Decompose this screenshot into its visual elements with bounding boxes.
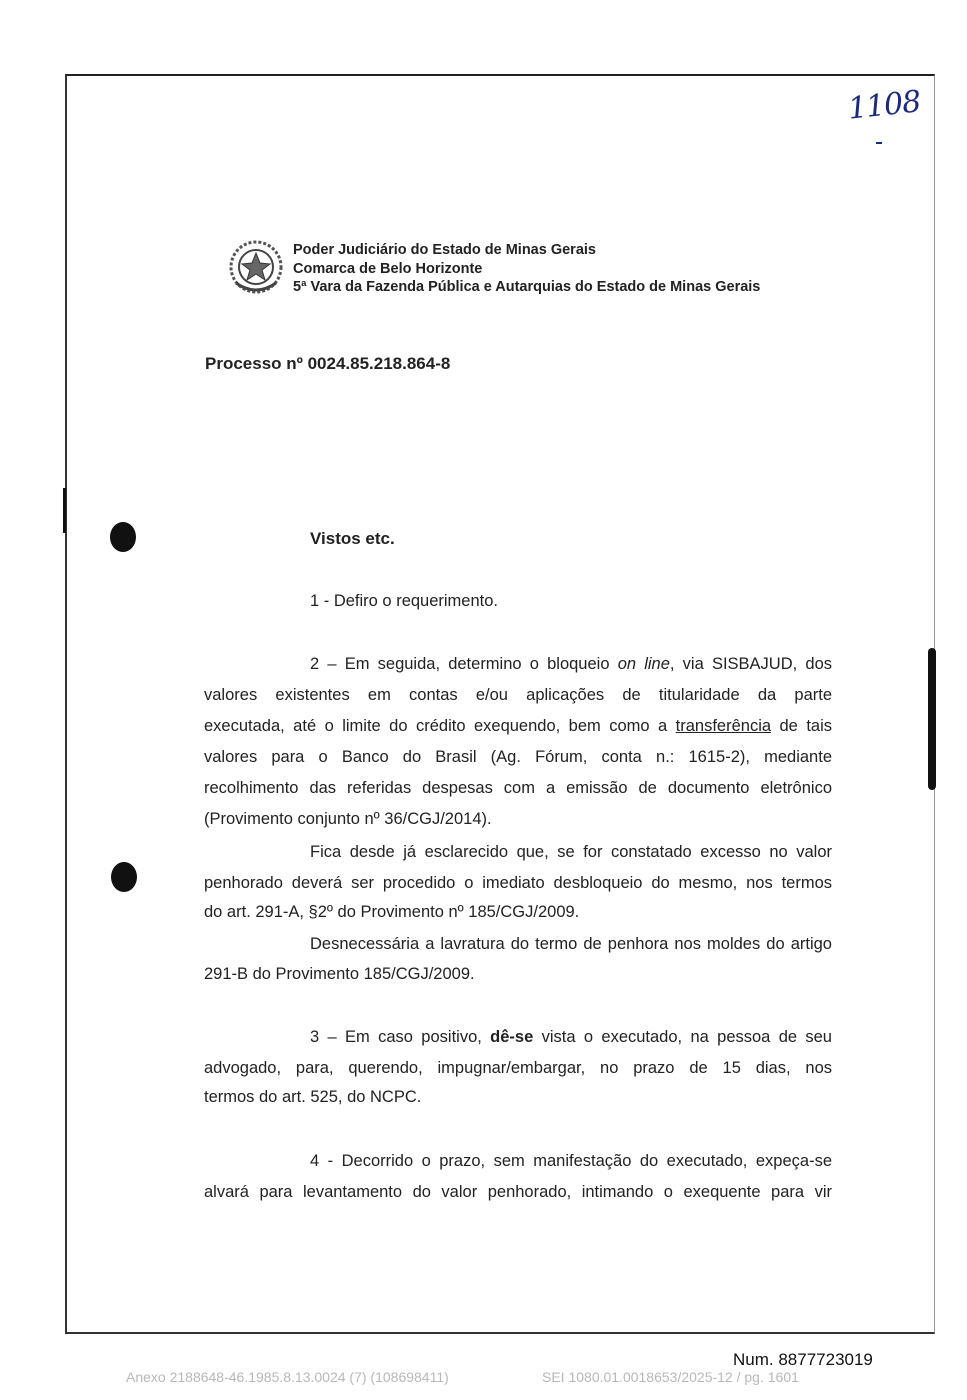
text-span: de tais [771,717,832,735]
italic-term: on line [617,655,670,673]
fica-line: penhorado deverá ser procedido o imediato desbloqueio do mesmo, nos termos [204,874,832,892]
underlined-term: transferência [675,717,772,735]
text-span: vista o executado, na pessoa de seu [533,1028,832,1046]
item-2-line: valores existentes em contas e/ou aplicações de titularidade da parte [204,686,832,704]
document-number-stamp: Num. 8877723019 [733,1350,873,1369]
coat-of-arms-seal-icon [228,237,284,297]
item-3-line: termos do art. 525, do NCPC. [204,1088,422,1106]
item-4-line: alvará para levantamento do valor penhorado, intimando o exequente para vir [204,1183,832,1201]
desnecessaria-line: Desnecessária a lavratura do termo de penhora nos moldes do artigo [310,935,832,953]
vistos-heading: Vistos etc. [310,529,395,548]
text-span: 3 – Em caso positivo, [310,1028,491,1046]
text-span: , via SISBAJUD, dos [669,655,832,673]
item-3-line [310,1028,832,1047]
item-3-line: advogado, para, querendo, impugnar/embargar, no prazo de 15 dias, nos [204,1059,832,1077]
item-2-line [204,717,832,736]
header-line-court: Poder Judiciário do Estado de Minas Gerais [293,242,596,258]
text-span: executada, até o limite do crédito exequendo, bem como a [204,717,676,735]
item-2-line: (Provimento conjunto nº 36/CGJ/2014). [204,810,492,828]
header-line-comarca: Comarca de Belo Horizonte [293,260,483,277]
item-2-line: valores para o Banco do Brasil (Ag. Fórum, conta n.: 1615-2), mediante [204,748,832,766]
item-4-line: 4 - Decorrido o prazo, sem manifestação do executado, expeça-se [310,1152,832,1170]
item-2-line: recolhimento das referidas despesas com a emissão de documento eletrônico [204,779,832,797]
fica-line: do art. 291-A, §2º do Provimento nº 185/CGJ/2009. [204,903,580,921]
process-number: Processo nº 0024.85.218.864-8 [205,354,451,373]
scan-edge-mark [928,648,936,790]
punch-hole [111,862,137,892]
court-header [293,241,760,297]
handwritten-page-number: 1108 [846,84,922,127]
scan-edge-mark [63,488,66,533]
punch-hole [110,522,136,552]
desnecessaria-line: 291-B do Provimento 185/CGJ/2009. [204,965,475,983]
footer-annex-reference: Anexo 2188648-46.1985.8.13.0024 (7) (108698411) [126,1369,449,1385]
item-1: 1 - Defiro o requerimento. [310,592,499,610]
text-span: 2 – Em seguida, determino o bloqueio [310,655,618,673]
item-2-line [310,655,832,674]
handwritten-mark [876,142,882,144]
bold-term: dê-se [490,1028,534,1046]
fica-line: Fica desde já esclarecido que, se for constatado excesso no valor [310,843,832,861]
footer-sei-reference: SEI 1080.01.0018653/2025-12 / pg. 1601 [542,1369,799,1385]
header-line-vara: 5ª Vara da Fazenda Pública e Autarquias do Estado de Minas Gerais [293,279,761,295]
